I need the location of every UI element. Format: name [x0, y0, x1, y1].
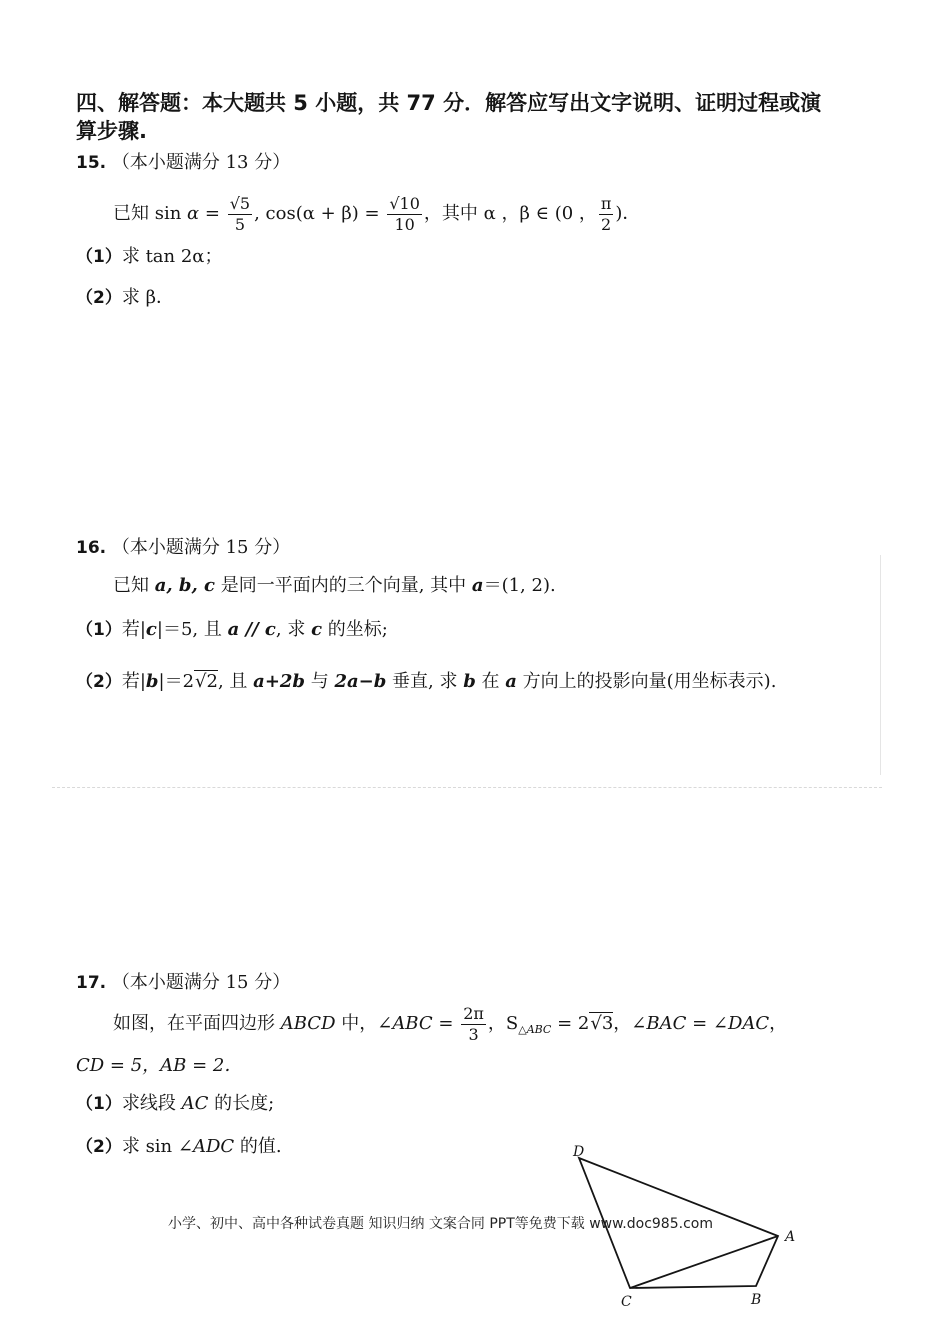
q17-header: [76, 970, 290, 996]
q15-frac1-num: √5: [229, 193, 251, 213]
q16-p2-f: 与: [305, 671, 335, 692]
q15-part2-label: （2）: [76, 288, 122, 308]
q15-frac3-den: 2: [601, 214, 612, 234]
diagonal-ac: [630, 1236, 778, 1288]
q15-number: 15.: [76, 153, 107, 173]
q16-p2-c: |＝2: [158, 671, 195, 692]
q17-l1-a: 如图，在平面四边形: [113, 1013, 281, 1034]
vertex-label-b: B: [751, 1292, 762, 1308]
q17-dac: DAC: [727, 1013, 770, 1034]
q16-p2-k: a: [505, 671, 517, 692]
q16-given-b: 是同一平面内的三个向量, 其中: [215, 575, 472, 596]
q17-sqrt: √3: [590, 1013, 614, 1034]
q16-p1-d: , 求: [275, 619, 312, 640]
q16-vector-a: a: [471, 575, 484, 596]
q17-area-subscript: △ABC: [518, 1023, 552, 1036]
q17-l1-g: ，: [769, 1013, 788, 1034]
q17-points: （本小题满分 15 分）: [111, 972, 291, 993]
q17-bac: BAC: [646, 1013, 687, 1034]
q16-given-a: 已知: [113, 575, 155, 596]
q16-p2-a: 若|: [121, 671, 146, 692]
q17-l1-e: ，∠: [613, 1013, 647, 1034]
section-heading-line2: 算步骤.: [76, 119, 147, 143]
q16-part2-label: （2）: [76, 672, 122, 692]
q17-l1-b: 中，∠: [335, 1013, 393, 1034]
q17-abc: ABC: [392, 1013, 433, 1034]
q15-frac2-den: 10: [394, 214, 415, 234]
q15-frac3-num: π: [600, 193, 612, 213]
q16-p2-d: , 且: [217, 671, 254, 692]
q17-abcd: ABCD: [280, 1013, 336, 1034]
section-heading-line1: 四、解答题：本大题共 5 小题，共 77 分．解答应写出文字说明、证明过程或演: [76, 91, 822, 115]
q17-line1: [113, 1002, 787, 1052]
q17-line2: CD = 5，AB = 2．: [76, 1055, 243, 1076]
q16-given-c: ＝(1, 2).: [483, 575, 556, 596]
q17-p2-adc: ADC: [192, 1136, 235, 1157]
q16-p2-g: 2a−b: [334, 671, 387, 692]
q16-given: [113, 573, 556, 599]
q15-where-part: ，其中 α ，β ∈ (0 ，: [423, 203, 597, 224]
q16-header: [76, 535, 290, 561]
q16-p1-a: 若|: [121, 619, 146, 640]
q15-alpha: α: [187, 203, 200, 224]
q17-frac-num: 2π: [463, 1003, 484, 1023]
q17-frac-den: 3: [468, 1024, 479, 1044]
q16-p2-j: 在: [475, 671, 506, 692]
q15-part1-label: （1）: [76, 247, 122, 267]
scan-fold-line: [52, 787, 882, 788]
vertex-label-d: D: [573, 1144, 585, 1160]
q15-frac1-den: 5: [234, 214, 245, 234]
scan-edge-line: [880, 555, 881, 775]
q15-fraction-pi-over-2: [599, 193, 614, 234]
q16-number: 16.: [76, 538, 107, 558]
q17-l1-eq: =: [432, 1013, 460, 1034]
q16-p2-b: b: [145, 671, 159, 692]
q15-close: )．: [615, 203, 641, 224]
vertex-label-c: C: [621, 1294, 632, 1310]
q16-p1-c: c: [145, 619, 157, 640]
q16-p1-b: |＝5, 且: [156, 619, 228, 640]
q17-sqrt-value: 3: [601, 1013, 614, 1034]
quadrilateral-figure: [560, 1138, 810, 1338]
q15-part2: [76, 285, 174, 311]
footer-watermark: 小学、初中、高中各种试卷真题 知识归纳 文案合同 PPT等免费下载 www.doc985.com: [168, 1216, 713, 1232]
q16-vectors: a, b, c: [154, 575, 216, 596]
q16-p1-parallel: a // c: [227, 619, 276, 640]
q17-p2-a: 求 sin ∠: [121, 1136, 193, 1157]
q15-part1: [76, 244, 222, 270]
q15-cos-part: , cos(α + β) =: [254, 203, 386, 224]
q15-given-prefix: 已知 sin: [113, 203, 188, 224]
q15-header: [76, 150, 290, 176]
q16-points: （本小题满分 15 分）: [111, 537, 291, 558]
q16-p2-h: 垂直, 求: [386, 671, 464, 692]
q17-part1-label: （1）: [76, 1094, 122, 1114]
q17-part2: [76, 1134, 282, 1160]
q15-part1-text: 求 tan 2α；: [121, 246, 223, 267]
q15-given: [113, 192, 640, 236]
q17-p1-ac: AC: [181, 1093, 209, 1114]
q17-fraction-2pi-over-3: [461, 1003, 486, 1044]
q17-number: 17.: [76, 973, 107, 993]
q17-l1-c: ，S: [487, 1013, 519, 1034]
q16-p2-i: b: [463, 671, 476, 692]
q15-points: （本小题满分 13 分）: [111, 152, 291, 173]
q17-p1-a: 求线段: [121, 1093, 182, 1114]
q16-part2: [76, 669, 776, 695]
q16-p1-c2: c: [311, 619, 323, 640]
q15-frac2-num: √10: [389, 193, 420, 213]
q16-sqrt-value: 2: [206, 671, 218, 692]
q16-p2-l: 方向上的投影向量(用坐标表示).: [516, 671, 777, 692]
q15-part2-text: 求 β．: [121, 287, 174, 308]
q17-p1-b: 的长度;: [208, 1093, 275, 1114]
q17-l1-d: = 2: [551, 1013, 590, 1034]
q17-p2-b: 的值.: [234, 1136, 282, 1157]
q16-sqrt: √2: [195, 671, 218, 692]
q16-p2-e: a+2b: [253, 671, 306, 692]
q16-part1-label: （1）: [76, 620, 122, 640]
q17-l1-f: = ∠: [686, 1013, 728, 1034]
q16-p1-e: 的坐标;: [322, 619, 388, 640]
q15-eq: =: [199, 203, 226, 224]
q16-part1: [76, 617, 388, 643]
vertex-label-a: A: [785, 1229, 796, 1245]
q15-fraction-sqrt5-over-5: [228, 193, 252, 234]
q15-fraction-sqrt10-over-10: [387, 193, 422, 234]
q17-part1: [76, 1091, 274, 1117]
q17-part2-label: （2）: [76, 1137, 122, 1157]
